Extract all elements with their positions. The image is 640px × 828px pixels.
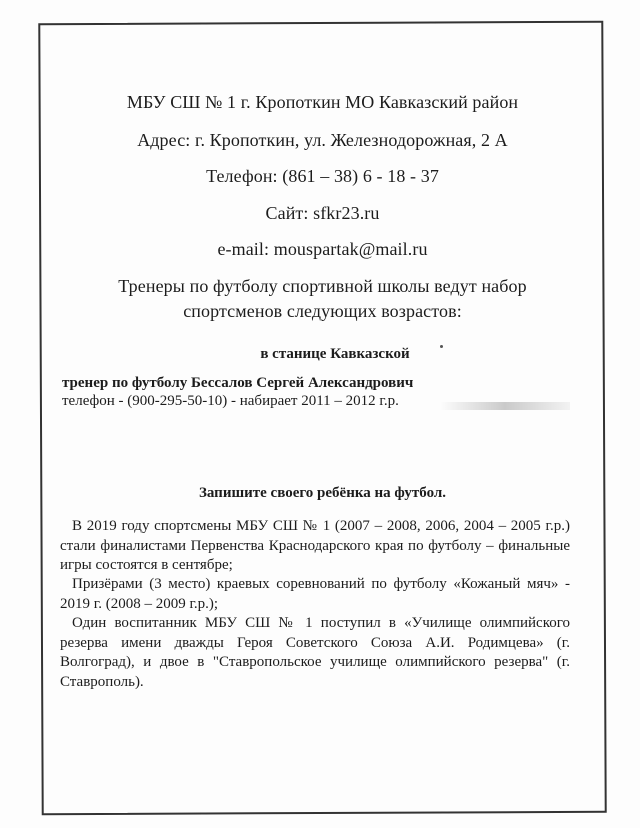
- paragraph-olympic-school: Один воспитанник МБУ СШ № 1 поступил в «Училище олимпийского резерва имени дважды Героя Советского Союза А.И. Родимцева» (г. Волгоград), и двое в "Ставропольское училище олимпийского резерва" (г. Ставрополь).: [60, 615, 570, 690]
- village-heading: в станице Кавказской: [260, 346, 410, 362]
- phone: Телефон: (861 – 38) 6 - 18 - 37: [206, 166, 439, 186]
- coach-block: [62, 375, 413, 410]
- announcement-line-1: Тренеры по футболу спортивной школы ведут набор: [118, 276, 527, 296]
- signup-heading: Запишите своего ребёнка на футбол.: [198, 485, 447, 501]
- scan-artifact: [440, 402, 570, 410]
- address: Адрес: г. Кропоткин, ул. Железнодорожная, 2 А: [137, 130, 508, 150]
- announcement-line-2: спортсменов следующих возрастов:: [183, 301, 462, 321]
- coach-phone: телефон - (900-295-50-10) - набирает 2011 – 2012 г.р.: [62, 393, 399, 409]
- paragraph-finalists: В 2019 году спортсмены МБУ СШ № 1 (2007 – 2008, 2006, 2004 – 2005 г.р.) стали финалистами Первенства Краснодарского края по футболу – финальные игры состоятся в сентябре;: [60, 518, 570, 573]
- email: e-mail: mouspartak@mail.ru: [217, 239, 428, 259]
- org-name: МБУ СШ № 1 г. Кропоткин МО Кавказский район: [126, 92, 519, 112]
- website: Сайт: sfkr23.ru: [265, 203, 380, 223]
- coach-name: тренер по футболу Бессалов Сергей Александрович: [62, 375, 414, 391]
- paragraph-prizewinners: Призёрами (3 место) краевых соревнований по футболу «Кожаный мяч» - 2019 г. (2008 – 2009 г.р.);: [60, 576, 570, 612]
